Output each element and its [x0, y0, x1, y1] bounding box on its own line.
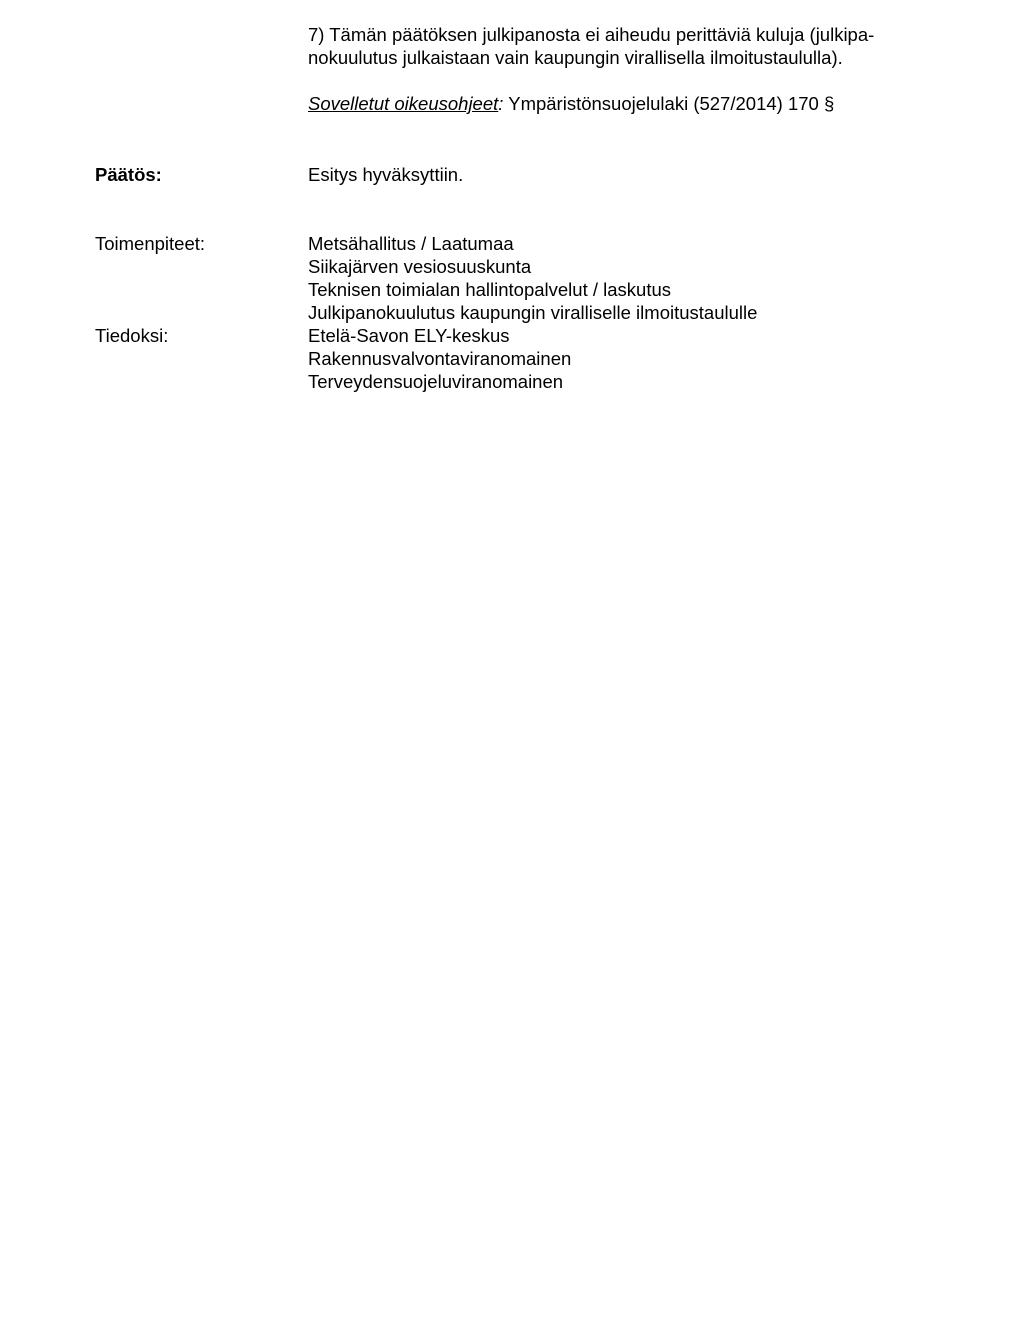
actions-list: [308, 232, 948, 324]
actions-item: Julkipanokuulutus kaupungin viralliselle ilmoitustaululle: [308, 302, 758, 323]
applied-law-text: Ympäristönsuojelulaki (527/2014) 170 §: [503, 93, 835, 114]
decision-label: Päätös:: [95, 164, 162, 185]
section-7-line-1: 7) Tämän päätöksen julkipanosta ei aiheudu perittäviä kuluja (julkipa-: [308, 24, 875, 45]
for-information-label: Tiedoksi:: [95, 325, 169, 346]
for-information-item: Terveydensuojeluviranomainen: [308, 371, 564, 392]
for-information-item: Rakennusvalvontaviranomainen: [308, 348, 572, 369]
applied-law-line: [308, 92, 948, 115]
for-information-item: Etelä-Savon ELY-keskus: [308, 325, 510, 346]
actions-item: Metsähallitus / Laatumaa: [308, 233, 514, 254]
actions-item: Teknisen toimialan hallintopalvelut / laskutus: [308, 279, 672, 300]
decision-text-line: Esitys hyväksyttiin.: [308, 164, 464, 185]
section-7-paragraph: [308, 23, 948, 69]
section-7-line-2: nokuulutus julkaistaan vain kaupungin virallisella ilmoitustaululla).: [308, 47, 843, 68]
applied-law-colon: :: [498, 93, 504, 114]
decision-text: [308, 163, 948, 186]
actions-label: Toimenpiteet:: [95, 233, 206, 254]
for-information-list: [308, 324, 948, 393]
actions-item: Siikajärven vesiosuuskunta: [308, 256, 532, 277]
applied-law-label: Sovelletut oikeusohjeet: [308, 93, 499, 114]
applied-law-paragraph: [308, 92, 948, 115]
